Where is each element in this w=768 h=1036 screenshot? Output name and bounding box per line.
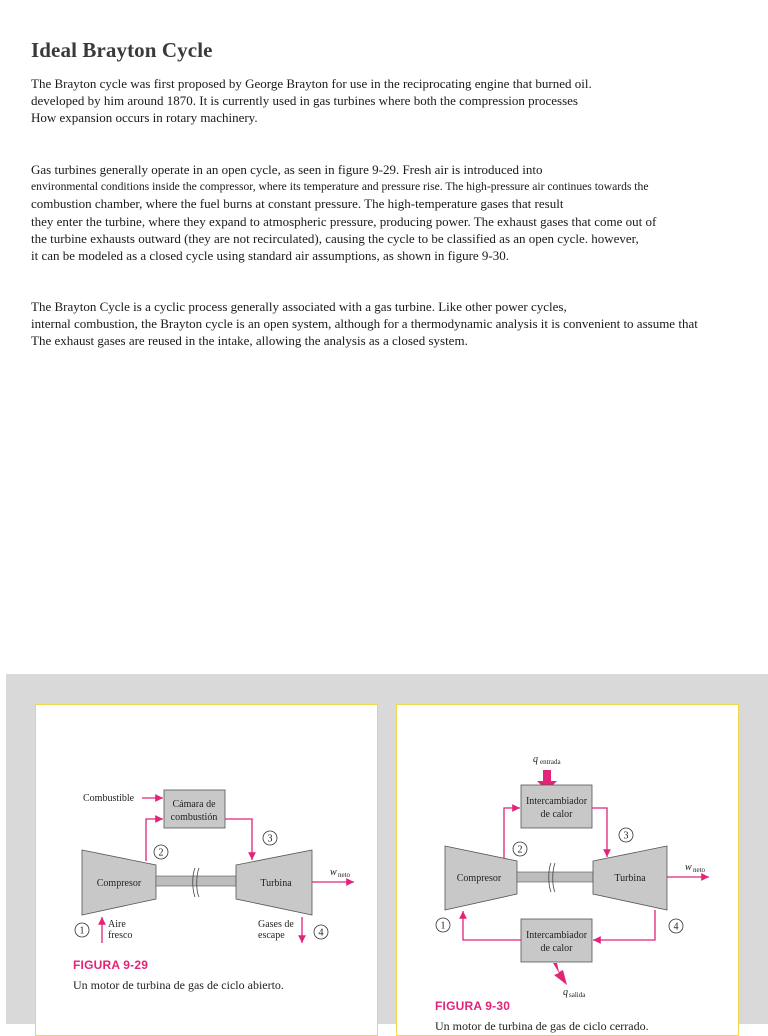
paragraph-line: Gas turbines generally operate in an open cycle, as seen in figure 9-29. Fresh air is introduced into xyxy=(31,162,543,177)
heat-in-subscript: entrada xyxy=(540,758,561,766)
flow-4-arrow xyxy=(593,910,655,940)
flow-3-arrow xyxy=(592,808,607,857)
figure-card-closed-cycle xyxy=(396,704,739,1036)
flow-1-arrow xyxy=(463,911,521,940)
paragraph-line: they enter the turbine, where they expand to atmospheric pressure, producing power. The exhaust gases that come out of xyxy=(31,213,657,229)
state-3-label: 3 xyxy=(267,833,273,845)
paragraph-2 xyxy=(31,161,656,264)
shaft xyxy=(156,876,236,886)
document xyxy=(31,38,761,349)
state-1-label: 1 xyxy=(440,920,446,932)
shaft xyxy=(517,872,593,882)
state-2-label: 2 xyxy=(158,847,164,859)
paragraph-1 xyxy=(31,75,592,127)
heat-exchanger-bottom-label: Intercambiador xyxy=(525,930,588,941)
paragraph-line: environmental conditions inside the compressor, where its temperature and pressure rise. The high-pressure air continues towards the xyxy=(31,180,649,194)
page-title: Ideal Brayton Cycle xyxy=(31,38,213,62)
figure-card-open-cycle xyxy=(35,704,378,1036)
flow-3-arrow xyxy=(225,819,252,860)
heat-out-subscript: salida xyxy=(569,991,586,999)
figure-panel xyxy=(6,674,768,1033)
paragraph-line: the turbine exhausts outward (they are not recirculated), causing the cycle to be classified as an open cycle. however, xyxy=(31,230,639,246)
state-3-label: 3 xyxy=(623,830,629,842)
paragraph-line: The Brayton Cycle is a cyclic process generally associated with a gas turbine. Like other power cycles, xyxy=(31,299,567,314)
compressor-label: Compresor xyxy=(456,873,502,884)
heat-exchanger-top-label: de calor xyxy=(540,809,573,820)
paragraph-line: The exhaust gases are reused in the intake, allowing the analysis as a closed system. xyxy=(31,333,468,349)
paragraph-line: developed by him around 1870. It is currently used in gas turbines where both the compression processes xyxy=(31,93,578,109)
paragraph-line: combustion chamber, where the fuel burns at constant pressure. The high-temperature gases that result xyxy=(31,196,564,212)
closed-cycle-diagram xyxy=(397,705,738,1035)
paragraph-line: it can be modeled as a closed cycle using standard air assumptions, as shown in figure 9-30. xyxy=(31,248,509,264)
exhaust-label: Gases de xyxy=(258,919,294,930)
net-work-label: w xyxy=(330,867,337,878)
figure-caption: Un motor de turbina de gas de ciclo cerrado. xyxy=(435,1019,649,1033)
state-1-label: 1 xyxy=(79,925,85,937)
figure-title: FIGURA 9-29 xyxy=(73,958,149,972)
fresh-air-label: Aire xyxy=(108,919,126,930)
net-work-subscript: neto xyxy=(693,866,706,874)
paragraph-3 xyxy=(31,298,698,350)
turbine-label: Turbina xyxy=(260,878,292,889)
state-4-label: 4 xyxy=(318,927,324,939)
fuel-label: Combustible xyxy=(83,793,135,804)
paragraph-line: The Brayton cycle was first proposed by George Brayton for use in the reciprocating engine that burned oil. xyxy=(31,76,592,91)
paragraph-line: How expansion occurs in rotary machinery. xyxy=(31,110,258,126)
net-work-label: w xyxy=(685,862,692,873)
turbine-label: Turbina xyxy=(614,873,646,884)
heat-exchanger-top-label: Intercambiador xyxy=(525,796,588,807)
combustion-chamber-label: Cámara de xyxy=(172,799,216,810)
paragraph-line: internal combustion, the Brayton cycle is an open system, although for a thermodynamic analysis it is convenient to assume that xyxy=(31,316,698,332)
compressor-label: Compresor xyxy=(96,878,142,889)
combustion-chamber-label: combustión xyxy=(170,812,218,823)
state-2-label: 2 xyxy=(517,844,523,856)
heat-in-label: q xyxy=(533,754,538,765)
net-work-subscript: neto xyxy=(338,871,351,879)
heat-exchanger-bottom-label: de calor xyxy=(540,943,573,954)
heat-out-label: q xyxy=(563,987,568,998)
state-4-label: 4 xyxy=(673,921,679,933)
heat-out-arrow xyxy=(553,963,567,985)
exhaust-label: escape xyxy=(258,930,285,941)
figure-caption: Un motor de turbina de gas de ciclo abierto. xyxy=(73,978,284,992)
fresh-air-label: fresco xyxy=(108,930,133,941)
figure-title: FIGURA 9-30 xyxy=(435,999,511,1013)
